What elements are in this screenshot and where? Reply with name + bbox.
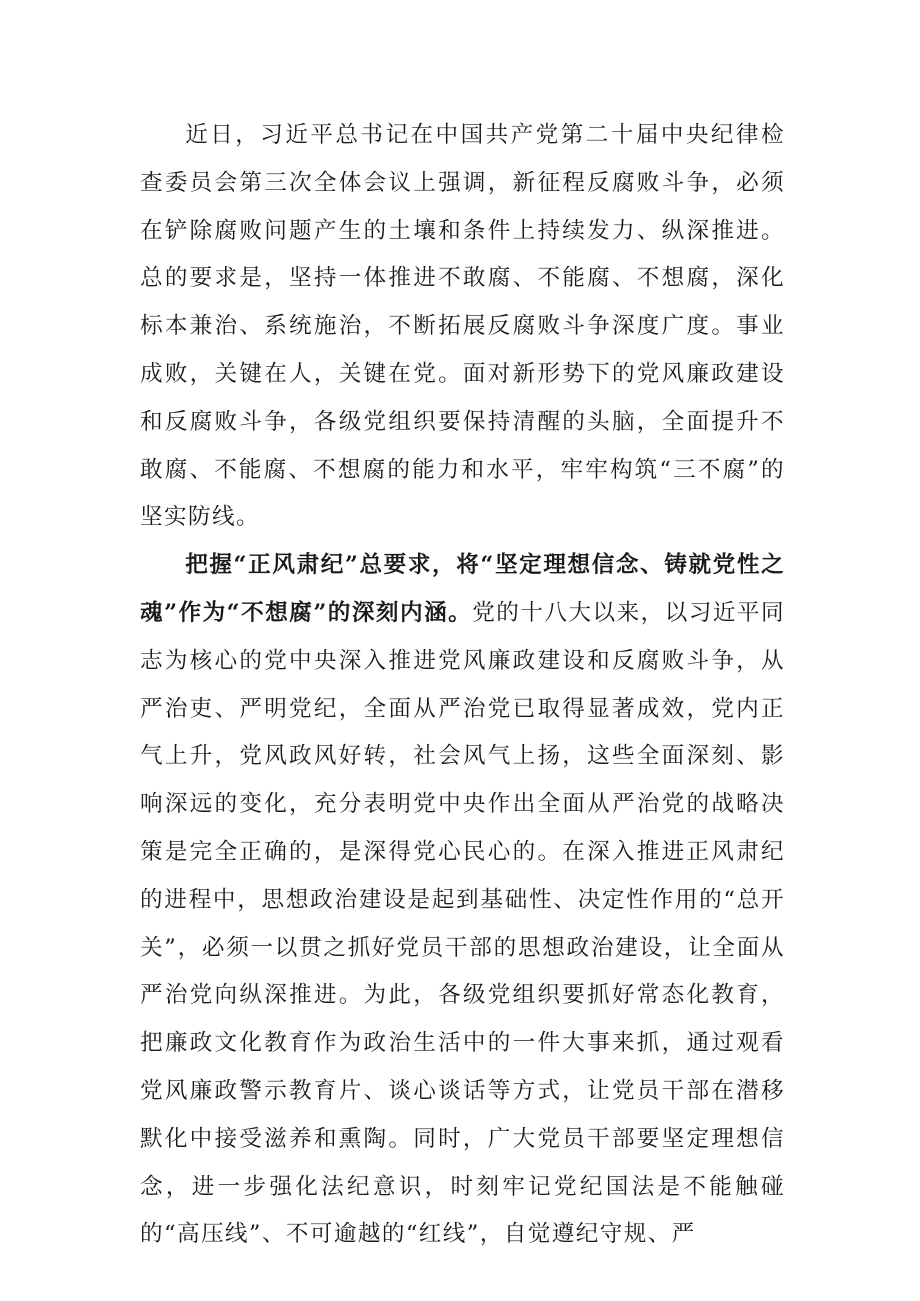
paragraph-intro	[140, 112, 785, 542]
document-body	[140, 112, 785, 1259]
paragraph-intro-text: 近日，习近平总书记在中国共产党第二十届中央纪律检查委员会第三次全体会议上强调，新征程反腐败斗争，必须在铲除腐败问题产生的土壤和条件上持续发力、纵深推进。总的要求是，坚持一体推进不敢腐、不能腐、不想腐，深化标本兼治、系统施治，不断拓展反腐败斗争深度广度。事业成败，关键在人，关键在党。面对新形势下的党风廉政建设和反腐败斗争，各级党组织要保持清醒的头脑，全面提升不敢腐、不能腐、不想腐的能力和水平，牢牢构筑“三不腐”的坚实防线。	[140, 122, 785, 531]
paragraph-first-point	[140, 542, 785, 1259]
paragraph-first-point-text: 党的十八大以来，以习近平同志为核心的党中央深入推进党风廉政建设和反腐败斗争，从严治吏、严明党纪，全面从严治党已取得显著成效，党内正气上升，党风政风好转，社会风气上扬，这些全面深刻、影响深远的变化，充分表明党中央作出全面从严治党的战略决策是完全正确的，是深得党心民心的。在深入推进正风肃纪的进程中，思想政治建设是起到基础性、决定性作用的“总开关”，必须一以贯之抓好党员干部的思想政治建设，让全面从严治党向纵深推进。为此，各级党组织要抓好常态化教育，把廉政文化教育作为政治生活中的一件大事来抓，通过观看党风廉政警示教育片、谈心谈话等方式，让党员干部在潜移默化中接受滋养和熏陶。同时，广大党员干部要坚定理想信念，进一步强化法纪意识，时刻牢记党纪国法是不能触碰的“高压线”、不可逾越的“红线”，自觉遵纪守规、严	[140, 599, 785, 1248]
paragraph-lead-heading: 把握“正风肃纪”总要求，将“坚定理想信念、铸就党性之魂”作为“不想腐”的深刻内涵。	[140, 552, 785, 626]
